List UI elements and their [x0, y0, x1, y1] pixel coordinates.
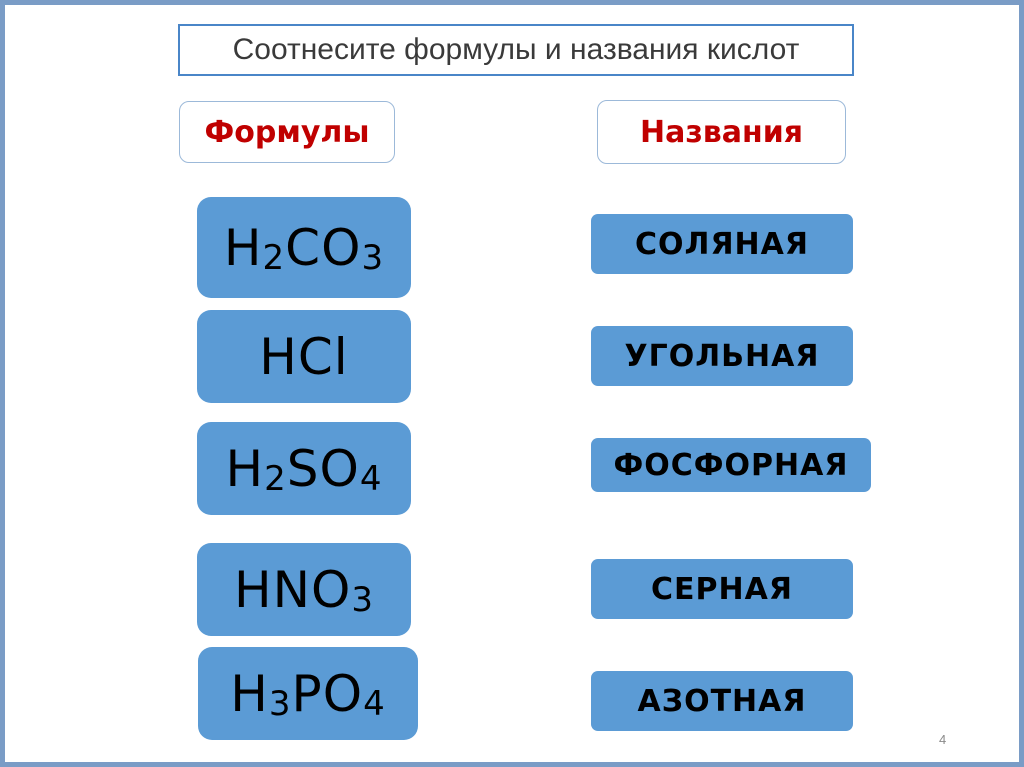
formula-part: H [225, 439, 265, 498]
formula-card-hno3[interactable] [197, 543, 411, 636]
formula-subscript: 2 [264, 458, 287, 499]
slide-title: Соотнесите формулы и названия кислот [178, 24, 854, 76]
page-number: 4 [939, 732, 947, 747]
formula-part: PO [291, 664, 364, 723]
formula-subscript: 4 [363, 683, 386, 724]
formula-part: CO [285, 218, 362, 277]
name-card-carbonic[interactable]: УГОЛЬНАЯ [591, 326, 853, 386]
formula-part: H [230, 664, 269, 723]
name-card-hydrochloric[interactable]: СОЛЯНАЯ [591, 214, 853, 274]
formula-card-h2co3[interactable] [197, 197, 411, 298]
formulas-header: Формулы [179, 101, 395, 163]
name-card-nitric[interactable]: АЗОТНАЯ [591, 671, 853, 731]
formula-card-h3po4[interactable] [198, 647, 418, 740]
formula-subscript: 3 [361, 237, 385, 278]
formula-subscript: 3 [351, 579, 374, 620]
name-card-sulfuric[interactable]: СЕРНАЯ [591, 559, 853, 619]
formula-card-h2so4[interactable] [197, 422, 411, 515]
formula-part: SO [286, 439, 360, 498]
formula-subscript: 2 [262, 237, 286, 278]
name-card-phosphoric[interactable]: ФОСФОРНАЯ [591, 438, 871, 492]
names-header: Названия [597, 100, 846, 164]
formula-subscript: 4 [359, 458, 383, 499]
formula-part: H [223, 218, 263, 277]
formula-part: HCl [259, 327, 349, 386]
formula-subscript: 3 [268, 683, 292, 724]
formula-part: HNO [234, 560, 352, 619]
formula-card-hcl[interactable] [197, 310, 411, 403]
